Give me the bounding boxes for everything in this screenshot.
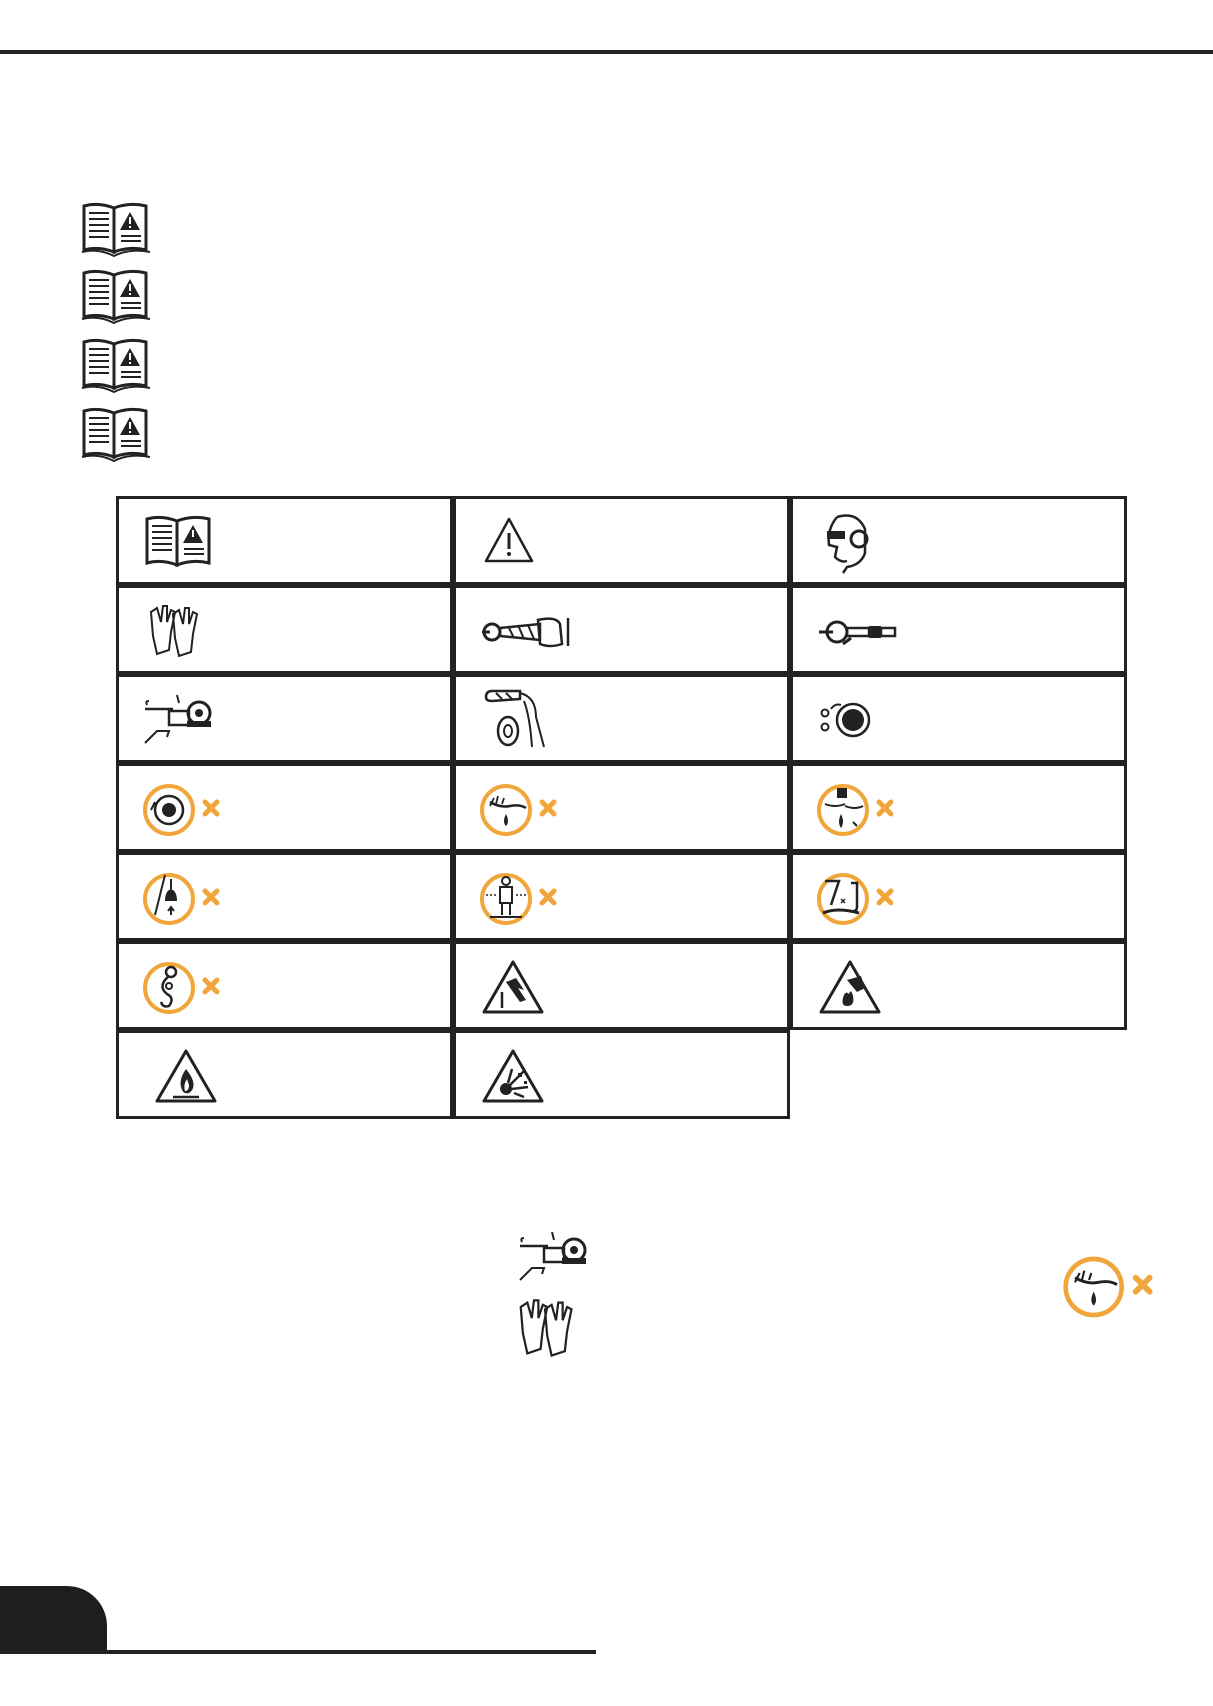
manual-warning-icon bbox=[80, 267, 152, 325]
symbol-cell bbox=[116, 496, 453, 585]
gloves-icon bbox=[143, 602, 203, 660]
no-falling-icon bbox=[817, 869, 897, 929]
explosion-hazard-icon bbox=[480, 1047, 546, 1107]
no-dripping-icon bbox=[817, 780, 897, 840]
symbol-cell bbox=[116, 941, 453, 1030]
symbol-cell bbox=[453, 585, 790, 674]
no-person-crushing-icon bbox=[480, 869, 560, 929]
no-spray-icon bbox=[480, 780, 560, 840]
no-hook-icon bbox=[143, 958, 223, 1018]
symbol-cell bbox=[116, 1030, 453, 1119]
symbol-cell bbox=[116, 585, 453, 674]
manual-warning-icon bbox=[80, 200, 152, 258]
no-spray-icon bbox=[1060, 1252, 1160, 1322]
symbol-cell bbox=[790, 763, 1127, 852]
symbol-cell bbox=[790, 585, 1127, 674]
symbol-cell bbox=[116, 674, 453, 763]
header-rule bbox=[0, 50, 1213, 54]
symbol-cell bbox=[790, 852, 1127, 941]
fire-hazard-icon bbox=[153, 1047, 219, 1107]
grinder-hand-icon bbox=[143, 691, 213, 751]
symbol-cell bbox=[453, 941, 790, 1030]
page-corner-tab bbox=[0, 1586, 107, 1652]
symbol-cell bbox=[453, 1030, 790, 1119]
symbol-cell bbox=[790, 496, 1127, 585]
symbol-cell bbox=[116, 852, 453, 941]
symbol-cell bbox=[116, 763, 453, 852]
manual-warning-icon bbox=[80, 336, 152, 394]
no-rotation-icon bbox=[143, 780, 223, 840]
wrench-hand-icon bbox=[480, 612, 580, 652]
no-hanging-weight-icon bbox=[143, 869, 223, 929]
ear-eye-protection-icon bbox=[817, 509, 875, 575]
manual-warning-icon bbox=[80, 405, 152, 463]
symbol-cell bbox=[790, 674, 1127, 763]
grinder-hand-icon bbox=[508, 1228, 598, 1288]
gloves-icon bbox=[510, 1296, 580, 1360]
symbol-cell bbox=[453, 496, 790, 585]
rolled-hand-icon bbox=[480, 687, 550, 751]
symbol-cell bbox=[790, 941, 1127, 1030]
rotating-parts-icon bbox=[817, 695, 877, 745]
symbol-cell bbox=[453, 852, 790, 941]
warning-triangle-icon bbox=[480, 513, 538, 571]
wrench-hose-icon bbox=[817, 612, 907, 652]
symbol-cell bbox=[453, 674, 790, 763]
manual-warning-icon bbox=[143, 513, 215, 571]
hand-injury-hazard-icon bbox=[480, 958, 546, 1018]
symbol-cell bbox=[453, 763, 790, 852]
hot-surface-fire-icon bbox=[817, 958, 883, 1018]
footer-rule bbox=[0, 1650, 596, 1654]
